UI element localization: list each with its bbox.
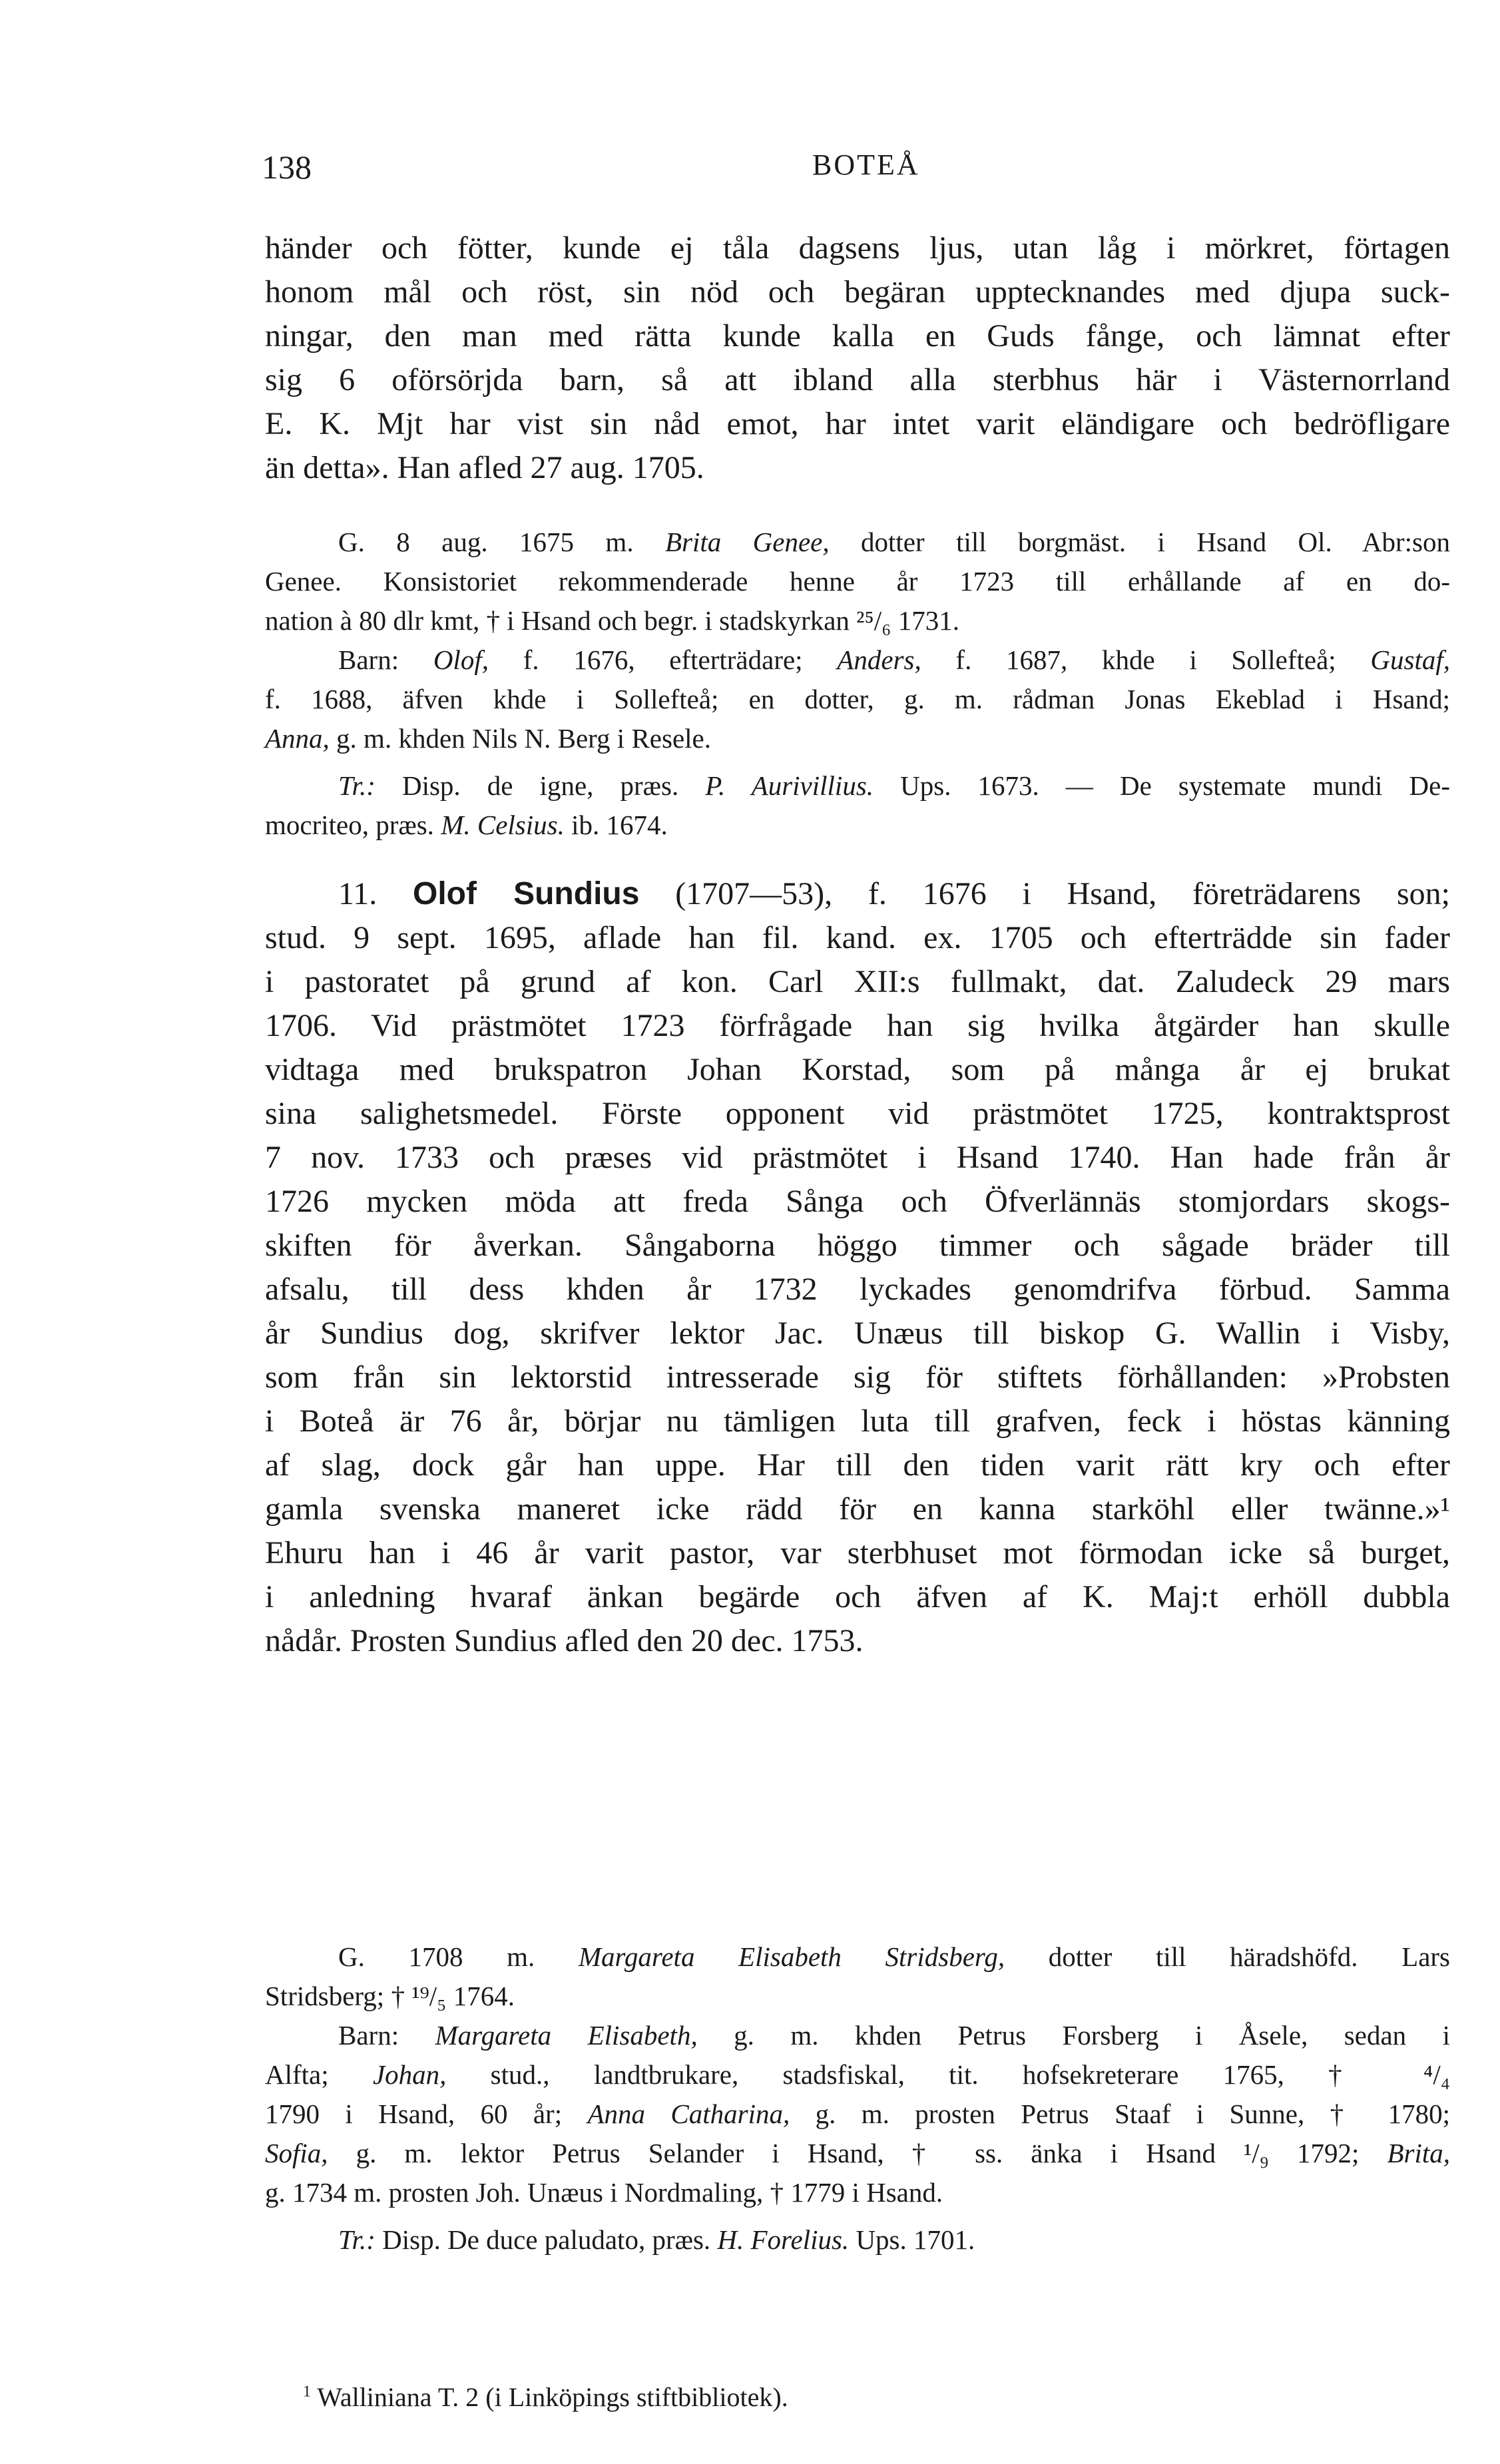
- text-line: mocriteo, præs. M. Celsius. ib. 1674.: [265, 810, 668, 840]
- text-line: Stridsberg; † ¹⁹/₅ 1764.: [265, 1981, 515, 2011]
- spouse-name: Margareta Elisabeth Stridsberg,: [578, 1941, 1005, 1972]
- paragraph-continuation: [265, 226, 1450, 490]
- text-line: f. 1688, äfven khde i Sollefteå; en dotter, g. m. rådman Jonas Ekeblad i Hsand;: [265, 684, 1450, 714]
- text-line: skiften för åverkan. Sångaborna höggo timmer och sågade bräder till: [265, 1228, 1450, 1263]
- text-line: Sofia, g. m. lektor Petrus Selander i Hsand, † ss. änka i Hsand ¹/₉ 1792; Brita,: [265, 2138, 1450, 2168]
- text-line: ningar, den man med rätta kunde kalla en Guds fånge, och lämnat efter: [265, 318, 1450, 354]
- text-line: 7 nov. 1733 och præses vid prästmötet i Hsand 1740. Han hade från år: [265, 1140, 1450, 1175]
- text-line: nation à 80 dlr kmt, † i Hsand och begr. i stadskyrkan ²⁵/₆ 1731.: [265, 605, 959, 636]
- text-line: som från sin lektorstid intresserade sig för stiftets förhållanden: »Probsten: [265, 1359, 1450, 1395]
- text-line: gamla svenska maneret icke rädd för en kanna starköhl eller twänne.»¹: [265, 1491, 1450, 1527]
- text-line: i pastoratet på grund af kon. Carl XII:s fullmakt, dat. Zaludeck 29 mars: [265, 964, 1450, 999]
- text-line: E. K. Mjt har vist sin nåd emot, har intet varit eländigare och bedröfligare: [265, 406, 1450, 441]
- text-line: sina salighetsmedel. Förste opponent vid prästmötet 1725, kontraktsprost: [265, 1096, 1450, 1131]
- children-line: Barn: Olof, f. 1676, efterträdare; Anders, f. 1687, khde i Sollefteå; Gustaf,: [338, 644, 1450, 675]
- text-line: Genee. Konsistoriet rekommenderade henne år 1723 till erhållande af en do-: [265, 566, 1450, 597]
- footnote-mark: 1: [303, 2383, 311, 2401]
- text-line: år Sundius dog, skrifver lektor Jac. Unæus till biskop G. Wallin i Visby,: [265, 1316, 1450, 1351]
- marriage-line: G. 8 aug. 1675 m. Brita Genee, dotter till borgmäst. i Hsand Ol. Abr:son: [338, 527, 1451, 557]
- text-line: i anledning hvaraf änkan begärde och äfven af K. Maj:t erhöll dubbla: [265, 1579, 1450, 1614]
- text-line: 1706. Vid prästmötet 1723 förfrågade han sig hvilka åtgärder han skulle: [265, 1008, 1450, 1043]
- text-line: Ehuru han i 46 år varit pastor, var sterbhuset mot förmodan icke så burget,: [265, 1535, 1450, 1571]
- text-line: 1790 i Hsand, 60 år; Anna Catharina, g. m. prosten Petrus Staaf i Sunne, † 1780;: [265, 2098, 1450, 2129]
- family-notes-2: [265, 1937, 1450, 2260]
- text-line: nådår. Prosten Sundius afled den 20 dec. 1753.: [265, 1623, 864, 1658]
- tryck-line: Tr.: Disp. de igne, præs. P. Aurivillius. Ups. 1673. — De systemate mundi De-: [338, 770, 1450, 801]
- person-name: Olof Sundius: [413, 876, 640, 911]
- text-line: sig 6 oförsörjda barn, så att ibland alla sterbhus här i Västernorrland: [265, 362, 1450, 397]
- text-line: i Boteå är 76 år, börjar nu tämligen luta till grafven, feck i höstas känning: [265, 1403, 1450, 1439]
- biography-entry-11: [265, 872, 1450, 1663]
- marriage-line: G. 1708 m. Margareta Elisabeth Stridsberg, dotter till häradshöfd. Lars: [338, 1941, 1450, 1972]
- running-head: BOTEÅ: [812, 148, 920, 181]
- text-line: honom mål och röst, sin nöd och begäran upptecknandes med djupa suck-: [265, 274, 1450, 310]
- text-line: händer och fötter, kunde ej tåla dagsens ljus, utan låg i mörkret, förtagen: [265, 230, 1450, 266]
- text-line: Anna, g. m. khden Nils N. Berg i Resele.: [265, 723, 711, 754]
- children-line: Barn: Margareta Elisabeth, g. m. khden Petrus Forsberg i Åsele, sedan i: [338, 2020, 1450, 2051]
- text-line: af slag, dock går han uppe. Har till den tiden varit rätt kry och efter: [265, 1447, 1450, 1483]
- footnote: $^1$ Walliniana T. 2 (i Linköpings stiftbibliotek).: [303, 2382, 788, 2412]
- text-line: stud. 9 sept. 1695, aflade han fil. kand. ex. 1705 och efterträdde sin fader: [265, 920, 1450, 955]
- text-line: vidtaga med brukspatron Johan Korstad, som på många år ej brukat: [265, 1052, 1450, 1087]
- spouse-name: Brita Genee,: [664, 527, 830, 557]
- text-line: g. 1734 m. prosten Joh. Unæus i Nordmaling, † 1779 i Hsand.: [265, 2177, 943, 2208]
- text-line: 1726 mycken möda att freda Sånga och Öfverlännäs stomjordars skogs-: [265, 1184, 1450, 1219]
- tryck-line: Tr.: Disp. De duce paludato, præs. H. Forelius. Ups. 1701.: [338, 2224, 975, 2255]
- text-line: afsalu, till dess khden år 1732 lyckades genomdrifva förbud. Samma: [265, 1272, 1450, 1307]
- family-notes-1: [265, 523, 1450, 845]
- entry-heading-line: 11. Olof Sundius (1707—53), f. 1676 i Hsand, företrädarens son;: [338, 876, 1451, 911]
- text-line: Alfta; Johan, stud., landtbrukare, stadsfiskal, tit. hofsekreterare 1765, † ⁴/₄: [265, 2059, 1451, 2090]
- page-number: 138: [262, 148, 312, 186]
- text-line: än detta». Han afled 27 aug. 1705.: [265, 450, 704, 485]
